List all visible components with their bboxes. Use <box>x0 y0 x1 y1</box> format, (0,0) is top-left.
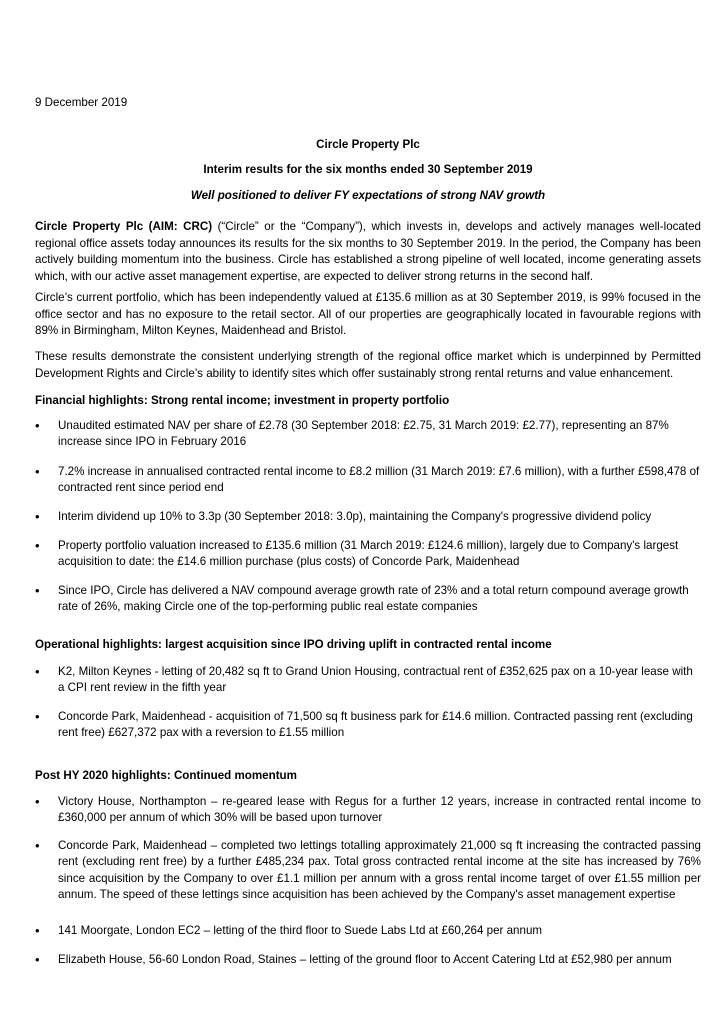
intro-lead: Circle Property Plc (AIM: CRC) <box>35 220 213 233</box>
list-item: • Concorde Park, Maidenhead - acquisition of 71,500 sq ft business park for £14.6 million. Contracted passing rent (excluding rent free) £627,372 pax with a reversion to £1.55 million <box>35 709 701 742</box>
company-title: Circle Property Plc <box>316 138 420 151</box>
list-item: • Unaudited estimated NAV per share of £2.78 (30 September 2018: £2.75, 31 March 2019: £2.77), representing an 87% increase since IPO in February 2016 <box>35 418 701 451</box>
intro-paragraph <box>35 219 701 286</box>
list-item: • Interim dividend up 10% to 3.3p (30 September 2018: 3.0p), maintaining the Company's progressive dividend policy <box>35 509 701 525</box>
list-item: • Property portfolio valuation increased to £135.6 million (31 March 2019: £124.6 million), largely due to Company's largest acquisition to date: the £14.6 million purchase (plus costs) of Concorde Park, Maidenhead <box>35 538 701 571</box>
list-item: • K2, Milton Keynes - letting of 20,482 sq ft to Grand Union Housing, contractual rent of £352,625 pax on a 10-year lease with a CPI rent review in the fifth year <box>35 664 701 697</box>
operational-heading: Operational highlights: largest acquisition since IPO driving uplift in contracted rental income <box>35 638 552 651</box>
list-item: • 141 Moorgate, London EC2 – letting of the third floor to Suede Labs Ltd at £60,264 per annum <box>35 923 701 939</box>
list-item: • Elizabeth House, 56-60 London Road, Staines – letting of the ground floor to Accent Catering Ltd at £52,980 per annum <box>35 952 701 968</box>
list-item: • Since IPO, Circle has delivered a NAV compound average growth rate of 23% and a total return compound average growth rate of 26%, making Circle one of the top-performing public real estate companies <box>35 583 701 616</box>
list-item: • 7.2% increase in annualised contracted rental income to £8.2 million (31 March 2019: £7.6 million), with a further £598,478 of contracted rent since period end <box>35 464 701 497</box>
document-date: 9 December 2019 <box>35 96 128 109</box>
portfolio-paragraph: Circle’s current portfolio, which has been independently valued at £135.6 million as at 30 September 2019, is 99% focused in the office sector and has no exposure to the retail sector. All of our properties are geographically located in favourable regions with 89% in Birmingham, Milton Keynes, Maidenhead and Bristol. <box>35 291 701 338</box>
financial-heading: Financial highlights: Strong rental income; investment in property portfolio <box>35 394 450 407</box>
list-item: • Victory House, Northampton – re-geared lease with Regus for a further 12 years, increase in contracted rental income to £360,000 per annum of which 30% will be based upon turnover <box>35 794 701 827</box>
post-hy-heading: Post HY 2020 highlights: Continued momentum <box>35 769 297 782</box>
results-paragraph: These results demonstrate the consistent underlying strength of the regional office market which is underpinned by Permitted Development Rights and Circle’s ability to identify sites which offer sustainably strong rental returns and value enhancement. <box>35 350 701 380</box>
intro-text: (“Circle” or the “Company”), which invests in, develops and actively manages well-located regional office assets today announces its results for the six months to 30 September 2019. In the period, the Company has been actively building momentum into the business. Circle has established a strong pipeline of well located, income generating assets which, with our active asset management expertise, are expected to deliver strong returns in the second half. <box>35 220 701 284</box>
list-item: • Concorde Park, Maidenhead – completed two lettings totalling approximately 21,000 sq ft increasing the contracted passing rent (excluding rent free) by a further £485,234 pax. Total gross contracted rental income at the site has increased by 76% since acquisition by the Company to over £1.1 million per annum with a gross rental income target of over £1.55 million per annum. The speed of these lettings since acquisition has been achieved by the Company's asset management expertise <box>35 838 701 903</box>
results-title: Interim results for the six months ended 30 September 2019 <box>203 163 533 176</box>
tagline: Well positioned to deliver FY expectations of strong NAV growth <box>190 189 546 202</box>
